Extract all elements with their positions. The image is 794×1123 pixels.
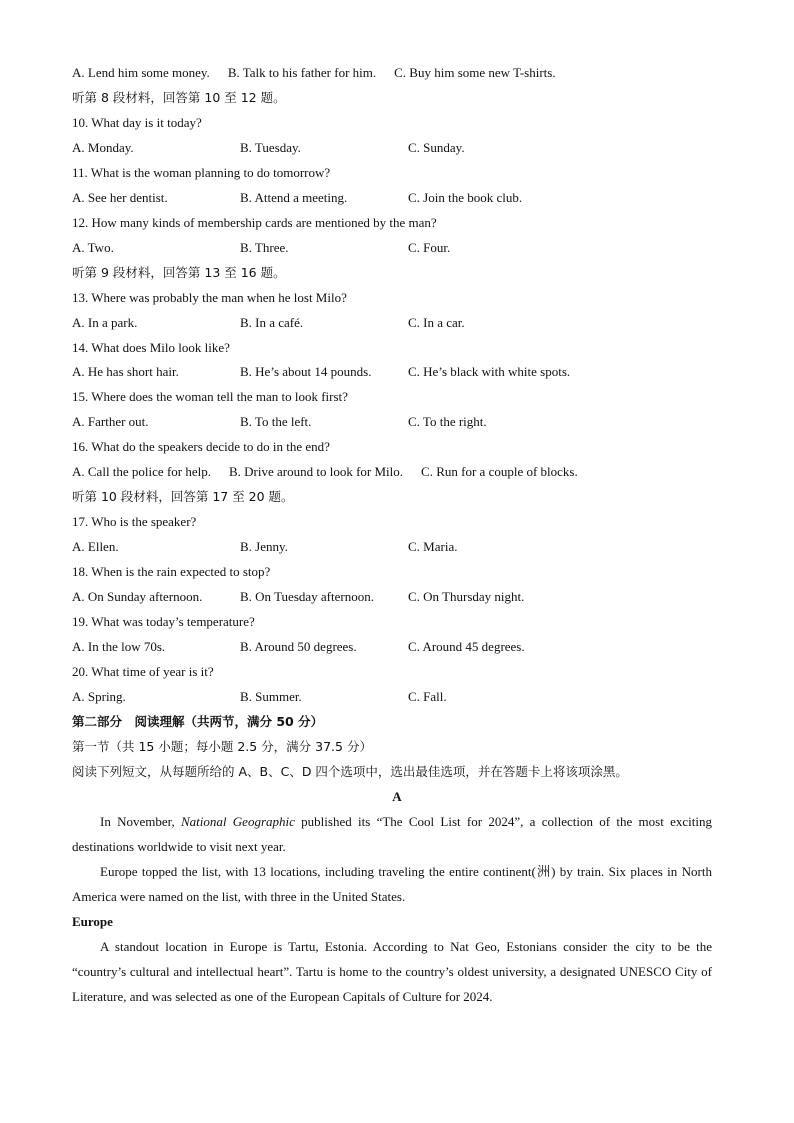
europe-heading: Europe bbox=[72, 914, 113, 929]
passage-paragraph-3: A standout location in Europe is Tartu, Estonia. According to Nat Geo, Estonians consider the city to be the “country’s cultural and intellectual heart”. Tartu is home to the country’s oldest university, a designated UNESCO City of Literature, and was selected as one of the European Capitals of Culture for 2024. bbox=[72, 939, 712, 1004]
q15-option-c: C. To the right. bbox=[408, 414, 487, 429]
q16-option-c: C. Run for a couple of blocks. bbox=[421, 464, 578, 479]
q15-option-a: A. Farther out. bbox=[72, 414, 149, 429]
q20-question: 20. What time of year is it? bbox=[72, 664, 214, 679]
q19-question: 19. What was today’s temperature? bbox=[72, 614, 255, 629]
q10-question: 10. What day is it today? bbox=[72, 115, 202, 130]
q15-option-b: B. To the left. bbox=[240, 414, 312, 429]
passage-paragraph-2: Europe topped the list, with 13 locations, including traveling the entire continent(洲) by train. Six places in North America were named on the list, with three in the United States. bbox=[72, 864, 712, 904]
q11-question: 11. What is the woman planning to do tomorrow? bbox=[72, 165, 331, 180]
reading-instruction: 阅读下列短文，从每题所给的 A、B、C、D 四个选项中，选出最佳选项，并在答题卡上将该项涂黑。 bbox=[72, 764, 628, 779]
q17-question: 17. Who is the speaker? bbox=[72, 514, 197, 529]
q14-question: 14. What does Milo look like? bbox=[72, 340, 230, 355]
q19-option-c: C. Around 45 degrees. bbox=[408, 639, 525, 654]
q11-option-b: B. Attend a meeting. bbox=[240, 190, 348, 205]
q20-option-a: A. Spring. bbox=[72, 689, 126, 704]
section9-instruction: 听第 9 段材料，回答第 13 至 16 题。 bbox=[72, 265, 286, 280]
paragraph-1-rest: published its “The Cool List for 2024”, a collection of the most exciting destinations worldwide to visit next year. bbox=[72, 814, 712, 854]
q10-option-b: B. Tuesday. bbox=[240, 140, 301, 155]
q10-option-c: C. Sunday. bbox=[408, 140, 465, 155]
q17-option-a: A. Ellen. bbox=[72, 539, 119, 554]
q15-question: 15. Where does the woman tell the man to look first? bbox=[72, 389, 348, 404]
q14-option-a: A. He has short hair. bbox=[72, 364, 179, 379]
paragraph-1-lead: In November, bbox=[100, 814, 181, 829]
q19-option-a: A. In the low 70s. bbox=[72, 639, 166, 654]
q9-option-a: A. Lend him some money. bbox=[72, 65, 210, 80]
section8-instruction: 听第 8 段材料，回答第 10 至 12 题。 bbox=[72, 90, 286, 105]
passage-paragraph-1 bbox=[72, 809, 712, 859]
q18-option-c: C. On Thursday night. bbox=[408, 589, 525, 604]
q20-option-c: C. Fall. bbox=[408, 689, 447, 704]
q17-option-c: C. Maria. bbox=[408, 539, 458, 554]
reading-part-title: 第二部分 阅读理解（共两节，满分 50 分） bbox=[72, 714, 324, 729]
q9-option-b: B. Talk to his father for him. bbox=[227, 65, 377, 80]
q11-option-a: A. See her dentist. bbox=[72, 190, 168, 205]
q14-option-c: C. He’s black with white spots. bbox=[408, 364, 571, 379]
q10-option-a: A. Monday. bbox=[72, 140, 134, 155]
q13-option-c: C. In a car. bbox=[408, 315, 465, 330]
q18-option-b: B. On Tuesday afternoon. bbox=[240, 589, 374, 604]
q19-option-b: B. Around 50 degrees. bbox=[240, 639, 357, 654]
q14-option-b: B. He’s about 14 pounds. bbox=[240, 364, 372, 379]
reading-section-title: 第一节（共 15 小题；每小题 2.5 分，满分 37.5 分） bbox=[72, 739, 372, 754]
q13-option-a: A. In a park. bbox=[72, 315, 138, 330]
q16-option-b: B. Drive around to look for Milo. bbox=[229, 464, 404, 479]
q17-option-b: B. Jenny. bbox=[240, 539, 288, 554]
q13-question: 13. Where was probably the man when he lost Milo? bbox=[72, 290, 347, 305]
q13-option-b: B. In a café. bbox=[240, 315, 304, 330]
q16-options bbox=[72, 463, 596, 481]
q12-option-a: A. Two. bbox=[72, 240, 114, 255]
q18-option-a: A. On Sunday afternoon. bbox=[72, 589, 203, 604]
q9-option-c: C. Buy him some new T-shirts. bbox=[394, 65, 556, 80]
q12-question: 12. How many kinds of membership cards are mentioned by the man? bbox=[72, 215, 437, 230]
q18-question: 18. When is the rain expected to stop? bbox=[72, 564, 271, 579]
q12-option-b: B. Three. bbox=[240, 240, 289, 255]
q9-options bbox=[72, 64, 574, 82]
magazine-title: National Geographic bbox=[181, 814, 295, 829]
passage-label: A bbox=[392, 789, 402, 804]
q12-option-c: C. Four. bbox=[408, 240, 451, 255]
section10-instruction: 听第 10 段材料，回答第 17 至 20 题。 bbox=[72, 489, 294, 504]
q11-option-c: C. Join the book club. bbox=[408, 190, 523, 205]
q20-option-b: B. Summer. bbox=[240, 689, 302, 704]
q16-option-a: A. Call the police for help. bbox=[72, 464, 211, 479]
q16-question: 16. What do the speakers decide to do in the end? bbox=[72, 439, 330, 454]
